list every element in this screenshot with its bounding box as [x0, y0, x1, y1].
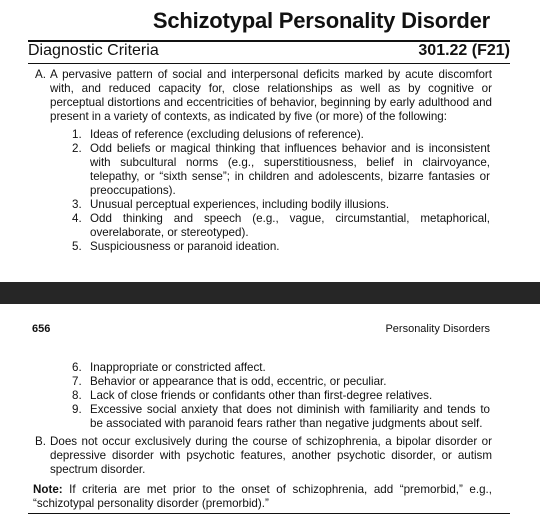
- list-item: [72, 240, 490, 254]
- item-number: 8.: [72, 389, 82, 402]
- item-text: Inappropriate or constricted affect.: [90, 361, 266, 374]
- list-item: [72, 128, 490, 142]
- item-text: Unusual perceptual experiences, including bodily illusions.: [90, 198, 390, 211]
- page-title: Schizotypal Personality Disorder: [152, 8, 490, 33]
- criteria-rule: [28, 63, 510, 64]
- list-item: [72, 389, 490, 403]
- item-number: 9.: [72, 403, 82, 416]
- bottom-rule: [28, 513, 510, 514]
- criterion-a-text: A pervasive pattern of social and interpersonal deficits marked by acute discomfort with, and reduced capacity for, close relationships as well as by cognitive or perceptual distortions and eccentricities of behavior, beginning by early adulthood and present in a variety of contexts, as indicated by five (or more) of the following:: [50, 68, 492, 123]
- item-number: 2.: [72, 142, 82, 155]
- criterion-a-list-page2: [70, 361, 490, 431]
- list-item: [72, 142, 490, 198]
- item-text: Excessive social anxiety that does not diminish with familiarity and tends to be associated with paranoid fears rather than negative judgments about self.: [90, 403, 490, 430]
- item-number: 6.: [72, 361, 82, 374]
- item-number: 3.: [72, 198, 82, 211]
- item-number: 5.: [72, 240, 82, 253]
- page-number: 656: [32, 323, 51, 335]
- item-text: Ideas of reference (excluding delusions of reference).: [90, 128, 364, 141]
- item-text: Odd thinking and speech (e.g., vague, circumstantial, metaphorical, overelaborate, or stereotyped).: [90, 212, 490, 239]
- criteria-label: Diagnostic Criteria: [28, 42, 159, 59]
- item-text: Odd beliefs or magical thinking that influences behavior and is inconsistent with subcultural norms (e.g., superstitiousness, belief in clairvoyance, telepathy, or “sixth sense”; in children and adolescents, bizarre fantasies or preoccupations).: [90, 142, 490, 197]
- note: [33, 483, 492, 511]
- criterion-a-list-page1: [70, 128, 490, 254]
- diagnostic-code: 301.22 (F21): [418, 42, 510, 59]
- item-text: Suspiciousness or paranoid ideation.: [90, 240, 280, 253]
- item-text: Behavior or appearance that is odd, eccentric, or peculiar.: [90, 375, 387, 388]
- note-label: Note:: [33, 483, 63, 496]
- list-item: [72, 361, 490, 375]
- page-divider: [0, 282, 540, 304]
- criterion-b-text: Does not occur exclusively during the course of schizophrenia, a bipolar disorder or depressive disorder with psychotic features, another psychotic disorder, or autism spectrum disorder.: [50, 435, 492, 476]
- note-text: If criteria are met prior to the onset of schizophrenia, add “premorbid,” e.g., “schizotypal personality disorder (premorbid).”: [33, 483, 492, 510]
- criterion-b: [35, 435, 492, 477]
- list-item: [72, 198, 490, 212]
- item-number: 1.: [72, 128, 82, 141]
- running-head: Personality Disorders: [385, 323, 490, 335]
- list-item: [72, 403, 490, 431]
- list-item: [72, 212, 490, 240]
- criterion-a: [35, 68, 492, 124]
- item-number: 4.: [72, 212, 82, 225]
- list-item: [72, 375, 490, 389]
- criterion-b-letter: B.: [35, 435, 46, 448]
- item-text: Lack of close friends or confidants other than first-degree relatives.: [90, 389, 433, 402]
- criterion-a-letter: A.: [35, 68, 46, 81]
- item-number: 7.: [72, 375, 82, 388]
